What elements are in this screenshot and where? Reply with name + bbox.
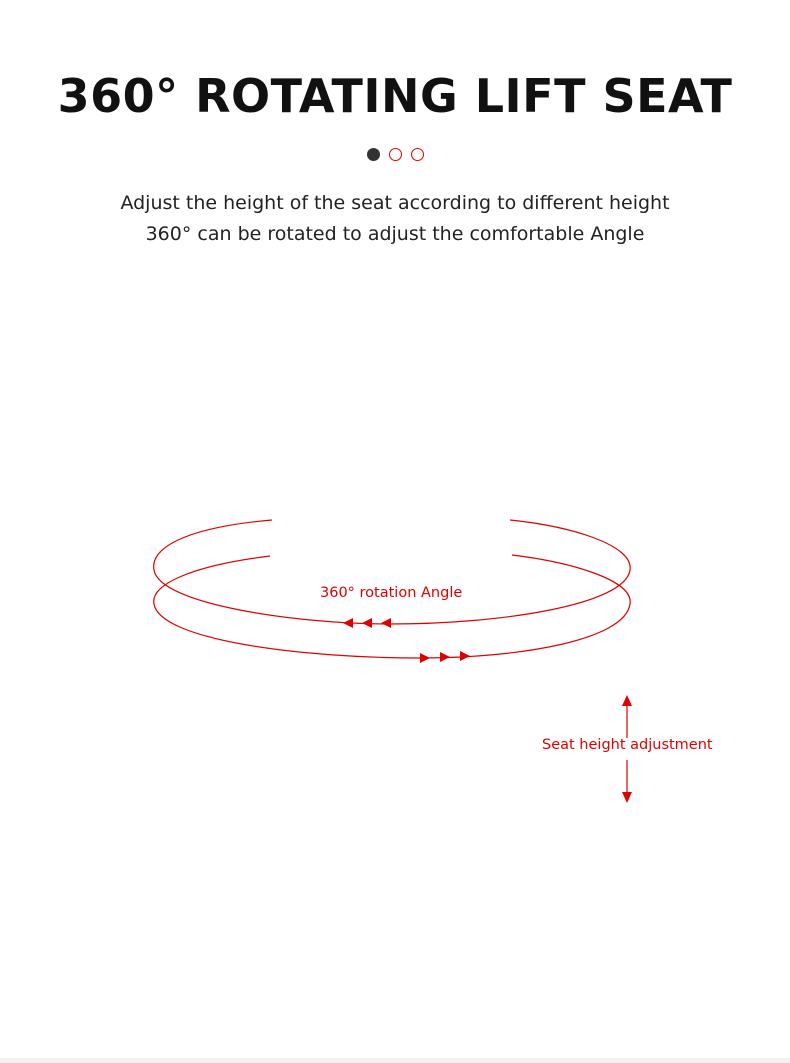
rotation-angle-label: 360° rotation Angle xyxy=(320,585,463,601)
page-title: 360° ROTATING LIFT SEAT xyxy=(57,69,733,123)
rotation-ring-upper xyxy=(154,520,631,624)
description-line-2: 360° can be rotated to adjust the comfortable Angle xyxy=(145,223,645,245)
rotation-arrows-left-icon xyxy=(343,618,391,628)
seat-height-label: Seat height adjustment xyxy=(542,737,713,753)
rotation-arrows-right-icon xyxy=(420,651,470,663)
description-line-1: Adjust the height of the seat according to different height xyxy=(120,192,670,214)
bottom-divider xyxy=(0,1058,790,1063)
